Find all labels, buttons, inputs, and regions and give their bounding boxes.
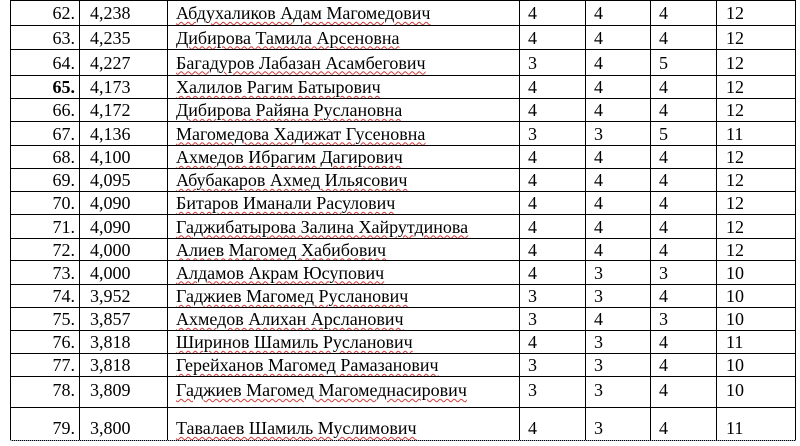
grade-2: 4 — [594, 147, 603, 167]
total-score: 11 — [726, 332, 744, 352]
student-name — [168, 285, 519, 307]
row-number: 65. — [52, 77, 75, 97]
student-name-text: Битаров Иманали Расулович — [176, 193, 396, 213]
student-name-text: Гаджиев Магомед Магомеднасирович — [176, 380, 467, 400]
table-row — [0, 26, 800, 49]
grade-1: 3 — [528, 52, 537, 73]
grade-1: 4 — [528, 100, 537, 120]
table-row — [0, 215, 800, 238]
table-row — [0, 285, 800, 307]
grade-2: 4 — [594, 170, 603, 190]
grade-1: 3 — [528, 309, 537, 329]
average-score: 3,818 — [90, 332, 131, 352]
student-name — [168, 239, 519, 260]
grade-3: 4 — [659, 380, 668, 400]
grade-2: 3 — [594, 355, 603, 375]
student-name — [168, 215, 519, 238]
average-score: 4,172 — [90, 100, 131, 120]
student-name — [168, 377, 519, 407]
grade-3: 5 — [659, 52, 668, 73]
table-row — [0, 261, 800, 284]
table-row — [0, 169, 800, 191]
grade-3: 4 — [659, 355, 668, 375]
grade-1: 4 — [528, 3, 537, 23]
grade-1: 3 — [528, 286, 537, 306]
table-row — [0, 122, 800, 145]
student-name-text: Дибирова Тамила Арсеновна — [176, 27, 400, 48]
grade-3: 3 — [659, 262, 668, 283]
row-number: 67. — [52, 123, 75, 144]
table-row — [0, 76, 800, 98]
student-name — [168, 308, 519, 330]
student-name — [168, 76, 519, 98]
row-number: 66. — [52, 100, 75, 120]
table-row — [0, 331, 800, 353]
total-score: 10 — [726, 380, 744, 400]
table-row — [0, 99, 800, 121]
student-name — [168, 354, 519, 376]
table-row — [0, 239, 800, 260]
average-score: 4,000 — [90, 262, 131, 283]
grade-2: 4 — [594, 27, 603, 48]
student-name — [168, 50, 519, 75]
grade-3: 4 — [659, 3, 668, 23]
table-row — [0, 377, 800, 407]
average-score: 4,235 — [90, 27, 131, 48]
total-score: 12 — [726, 27, 744, 48]
average-score: 4,100 — [90, 147, 131, 167]
total-score: 12 — [726, 52, 744, 73]
grade-1: 4 — [528, 77, 537, 97]
grade-2: 4 — [594, 216, 603, 237]
table-row — [0, 1, 800, 25]
average-score: 3,857 — [90, 309, 131, 329]
student-name-text: Гаджиев Магомед Русланович — [176, 286, 409, 306]
grade-2: 3 — [594, 418, 603, 438]
student-name-text: Гаджибатырова Залина Хайрутдинова — [176, 216, 469, 237]
page-boundary-guide — [10, 440, 796, 441]
total-score: 12 — [726, 239, 744, 260]
average-score: 3,818 — [90, 355, 131, 375]
table-row — [0, 192, 800, 214]
student-name-text: Алдамов Акрам Юсупович — [176, 262, 385, 283]
grade-3: 4 — [659, 77, 668, 97]
student-name-text: Ширинов Шамиль Русланович — [176, 332, 413, 352]
grade-2: 4 — [594, 100, 603, 120]
row-number: 76. — [52, 332, 75, 352]
total-score: 10 — [726, 355, 744, 375]
grade-1: 4 — [528, 239, 537, 260]
average-score: 4,136 — [90, 123, 131, 144]
student-name — [168, 26, 519, 49]
table-row — [0, 408, 800, 440]
student-name — [168, 331, 519, 353]
average-score: 4,095 — [90, 170, 131, 190]
grade-3: 4 — [659, 286, 668, 306]
average-score: 4,227 — [90, 52, 131, 73]
table-row — [0, 50, 800, 75]
table-row — [0, 354, 800, 376]
grade-2: 3 — [594, 286, 603, 306]
student-name — [168, 169, 519, 191]
total-score: 11 — [726, 418, 744, 438]
table-row — [0, 146, 800, 168]
student-name — [168, 408, 519, 440]
row-number: 74. — [52, 286, 75, 306]
student-name-text: Дибирова Райяна Руслановна — [176, 100, 403, 120]
student-name — [168, 99, 519, 121]
average-score: 3,952 — [90, 286, 131, 306]
average-score: 4,090 — [90, 193, 131, 213]
grade-2: 4 — [594, 3, 603, 23]
average-score: 4,000 — [90, 239, 131, 260]
row-number: 73. — [52, 262, 75, 283]
grade-3: 4 — [659, 170, 668, 190]
grade-2: 3 — [594, 123, 603, 144]
row-number: 72. — [52, 239, 75, 260]
student-name-text: Багадуров Лабазан Асамбегович — [176, 52, 426, 73]
average-score: 3,809 — [90, 380, 131, 400]
grade-1: 4 — [528, 262, 537, 283]
grade-2: 3 — [594, 380, 603, 400]
grade-3: 3 — [659, 309, 668, 329]
grade-1: 4 — [528, 332, 537, 352]
row-number: 78. — [52, 380, 75, 400]
student-name — [168, 146, 519, 168]
student-name-text: Абдухаликов Адам Магомедович — [176, 3, 431, 23]
student-name — [168, 261, 519, 284]
row-number: 77. — [52, 355, 75, 375]
average-score: 4,238 — [90, 3, 131, 23]
grade-3: 4 — [659, 239, 668, 260]
total-score: 10 — [726, 309, 744, 329]
total-score: 12 — [726, 147, 744, 167]
total-score: 12 — [726, 100, 744, 120]
grade-3: 4 — [659, 193, 668, 213]
total-score: 10 — [726, 262, 744, 283]
grade-1: 4 — [528, 193, 537, 213]
grade-3: 4 — [659, 332, 668, 352]
grade-1: 4 — [528, 27, 537, 48]
row-number: 64. — [52, 52, 75, 73]
row-number: 75. — [52, 309, 75, 329]
grade-2: 4 — [594, 239, 603, 260]
student-name-text: Ахмедов Ибрагим Дагирович — [176, 147, 403, 167]
grade-1: 3 — [528, 123, 537, 144]
grade-1: 3 — [528, 380, 537, 400]
grade-3: 4 — [659, 216, 668, 237]
grade-3: 4 — [659, 100, 668, 120]
total-score: 12 — [726, 77, 744, 97]
student-name — [168, 122, 519, 145]
student-name-text: Халилов Рагим Батырович — [176, 77, 381, 97]
total-score: 12 — [726, 216, 744, 237]
table-row — [0, 308, 800, 330]
student-name-text: Герейханов Магомед Рамазанович — [176, 355, 439, 375]
student-name-text: Магомедова Хадижат Гусеновна — [176, 123, 426, 144]
average-score: 4,173 — [90, 77, 131, 97]
student-name-text: Тавалаев Шамиль Муслимович — [176, 418, 417, 438]
row-number: 63. — [52, 27, 75, 48]
student-name-text: Абубакаров Ахмед Ильясович — [176, 170, 408, 190]
grade-1: 3 — [528, 355, 537, 375]
row-number: 69. — [52, 170, 75, 190]
total-score: 11 — [726, 123, 744, 144]
grade-3: 4 — [659, 27, 668, 48]
grade-1: 4 — [528, 418, 537, 438]
student-name — [168, 1, 519, 25]
total-score: 12 — [726, 170, 744, 190]
grade-2: 4 — [594, 309, 603, 329]
grade-2: 4 — [594, 193, 603, 213]
grade-2: 4 — [594, 52, 603, 73]
row-number: 71. — [52, 216, 75, 237]
row-number: 62. — [52, 3, 75, 23]
grade-1: 4 — [528, 147, 537, 167]
grade-2: 3 — [594, 332, 603, 352]
student-name — [168, 192, 519, 214]
grade-1: 4 — [528, 170, 537, 190]
total-score: 12 — [726, 193, 744, 213]
row-number: 70. — [52, 193, 75, 213]
grade-2: 3 — [594, 262, 603, 283]
total-score: 12 — [726, 3, 744, 23]
row-number: 79. — [52, 418, 75, 438]
grade-3: 4 — [659, 147, 668, 167]
average-score: 4,090 — [90, 216, 131, 237]
student-name-text: Ахмедов Алихан Арсланович — [176, 309, 404, 329]
student-name-text: Алиев Магомед Хабибович — [176, 239, 387, 260]
grade-1: 4 — [528, 216, 537, 237]
grade-2: 4 — [594, 77, 603, 97]
total-score: 10 — [726, 286, 744, 306]
grade-3: 5 — [659, 123, 668, 144]
grade-3: 4 — [659, 418, 668, 438]
row-number: 68. — [52, 147, 75, 167]
average-score: 3,800 — [90, 418, 131, 438]
